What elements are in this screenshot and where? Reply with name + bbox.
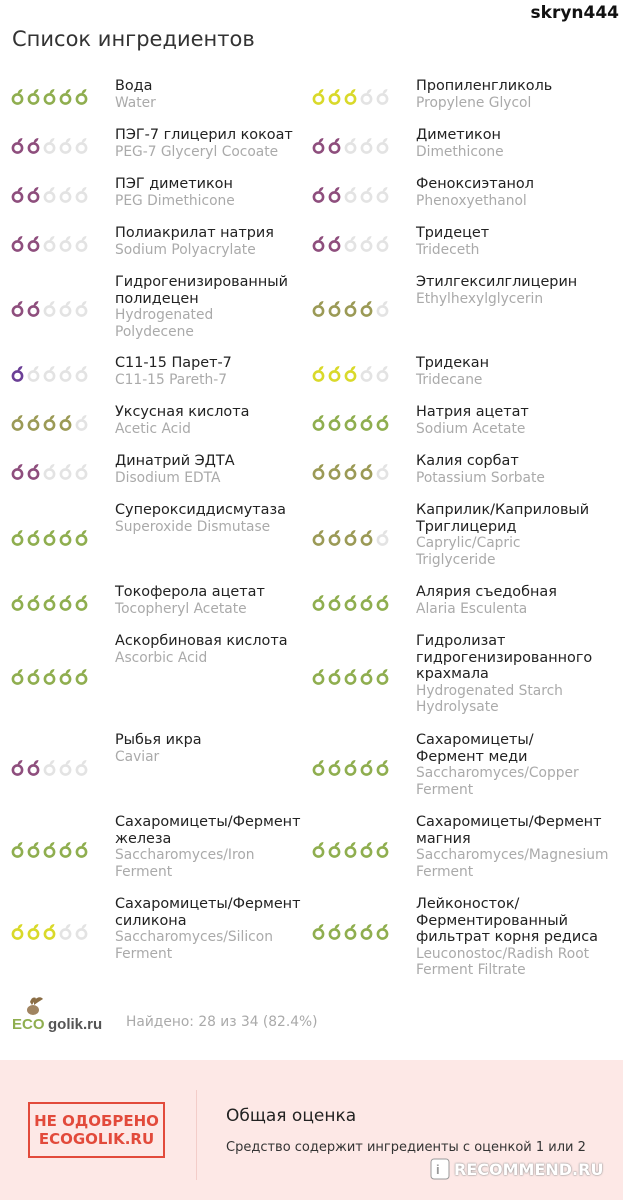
ingredient-name-en: Tocopheryl Acetate [115, 600, 247, 617]
rating-drop-icon [375, 300, 390, 317]
rating-drop-icon [26, 463, 41, 480]
ingredient-name-ru: Натрия ацетат [416, 404, 529, 420]
ingredient-row [0, 496, 623, 578]
ingredient-row [0, 726, 623, 808]
ingredient-name-en: Acetic Acid [115, 420, 191, 437]
ingredient-rating [301, 447, 416, 496]
ingredient-rating [0, 72, 115, 121]
ingredient-name-ru: Токоферола ацетат [115, 584, 265, 600]
ingredient-name-en: Disodium EDTA [115, 469, 221, 486]
found-count: Найдено: 28 из 34 (82.4%) [126, 1014, 318, 1030]
rating-drop-icon [375, 186, 390, 203]
rating-drop-icon [58, 759, 73, 776]
ingredient-rating [0, 349, 115, 398]
rating-drop-icon [10, 463, 25, 480]
rating-drop-icon [327, 300, 342, 317]
rating-drop-icon [42, 463, 57, 480]
rating-drop-icon [10, 529, 25, 546]
rating-drop-icon [311, 463, 326, 480]
rating-drop-icon [343, 841, 358, 858]
ingredient-item[interactable] [301, 398, 623, 447]
ingredient-name-en: Hydrogenated Polydecene [115, 307, 214, 340]
ingredient-name-ru: Аскорбиновая кислота [115, 633, 288, 649]
rating-drop-icon [74, 923, 89, 940]
ingredient-row [0, 447, 623, 496]
rating-drop-icon [311, 137, 326, 154]
ingredient-item[interactable] [301, 627, 623, 726]
rating-drop-icon [311, 668, 326, 685]
ingredient-name-ru: Сахаромицеты/Фермент меди [416, 732, 534, 765]
ingredient-row [0, 578, 623, 627]
rating-drop-icon [10, 594, 25, 611]
rating-drop-icon [359, 414, 374, 431]
ingredient-name-ru: ПЭГ диметикон [115, 176, 233, 192]
svg-text:i: i [436, 1162, 440, 1177]
ingredient-row [0, 219, 623, 268]
ingredient-item[interactable] [0, 121, 301, 170]
rating-drop-icon [10, 300, 25, 317]
rating-drop-icon [58, 88, 73, 105]
rating-drop-icon [74, 235, 89, 252]
ingredient-item[interactable] [0, 219, 301, 268]
ingredient-item[interactable] [0, 808, 301, 890]
rating-drop-icon [375, 668, 390, 685]
ingredient-name-ru: Сахаромицеты/Фермент силикона [115, 896, 301, 929]
rating-drop-icon [343, 186, 358, 203]
ingredient-name-ru: Полиакрилат натрия [115, 225, 274, 241]
rating-drop-icon [10, 759, 25, 776]
ingredient-item[interactable] [0, 398, 301, 447]
ingredient-item[interactable] [301, 726, 623, 808]
ingredient-rating [301, 219, 416, 268]
rating-drop-icon [42, 137, 57, 154]
ingredient-row [0, 268, 623, 349]
rating-drop-icon [58, 841, 73, 858]
rating-drop-icon [327, 529, 342, 546]
ingredient-name-ru: Пропиленгликоль [416, 78, 553, 94]
rating-drop-icon [42, 668, 57, 685]
rating-drop-icon [26, 529, 41, 546]
ingredient-item[interactable] [301, 72, 623, 121]
rating-drop-icon [343, 463, 358, 480]
rating-drop-icon [311, 529, 326, 546]
rating-drop-icon [26, 923, 41, 940]
rating-drop-icon [58, 235, 73, 252]
ingredient-row [0, 808, 623, 890]
rating-drop-icon [58, 365, 73, 382]
rating-drop-icon [26, 186, 41, 203]
rating-drop-icon [327, 365, 342, 382]
ingredient-rating [0, 627, 115, 726]
ingredient-name-en: PEG-7 Glyceryl Cocoate [115, 143, 279, 160]
rating-drop-icon [343, 923, 358, 940]
rating-drop-icon [58, 186, 73, 203]
ingredient-item[interactable] [301, 170, 623, 219]
ecogolik-logo [10, 996, 120, 1036]
ingredient-name-en: Saccharomyces/Silicon Ferment [115, 929, 273, 962]
ingredient-name-ru: Гидрогенизированный полидецен [115, 274, 288, 307]
ingredient-rating [301, 170, 416, 219]
ingredient-item[interactable] [301, 219, 623, 268]
rating-drop-icon [375, 529, 390, 546]
ingredient-name-en: Dimethicone [416, 143, 504, 160]
rating-drop-icon [26, 841, 41, 858]
summary-title: Общая оценка [226, 1106, 357, 1126]
rating-drop-icon [359, 137, 374, 154]
ingredient-name-en: PEG Dimethicone [115, 192, 235, 209]
rating-drop-icon [327, 235, 342, 252]
rating-drop-icon [74, 463, 89, 480]
page-title: Список ингредиентов [12, 27, 255, 51]
ingredient-name-ru: Алярия съедобная [416, 584, 557, 600]
summary-text: Средство содержит ингредиенты с оценкой 1 или 2 [226, 1140, 586, 1155]
ingredient-rating [0, 121, 115, 170]
rating-drop-icon [359, 529, 374, 546]
rating-drop-icon [375, 759, 390, 776]
rating-drop-icon [359, 88, 374, 105]
ingredient-item[interactable] [0, 349, 301, 398]
rating-drop-icon [74, 529, 89, 546]
rating-drop-icon [42, 529, 57, 546]
rating-drop-icon [42, 841, 57, 858]
ingredient-item[interactable] [301, 808, 623, 890]
ingredient-name-ru: Сахаромицеты/Фермент магния [416, 814, 602, 847]
rating-drop-icon [26, 759, 41, 776]
rating-drop-icon [343, 300, 358, 317]
ingredient-rating [301, 72, 416, 121]
ingredient-name-en: Saccharomyces/Iron Ferment [115, 847, 255, 880]
ingredient-item[interactable] [0, 578, 301, 627]
ingredient-name-ru: Сахаромицеты/Фермент железа [115, 814, 301, 847]
rating-drop-icon [343, 365, 358, 382]
rating-drop-icon [58, 300, 73, 317]
ingredient-name-en: Leuconostoc/Radish Root Ferment Filtrate [416, 945, 590, 978]
rating-drop-icon [42, 186, 57, 203]
ingredient-rating [301, 398, 416, 447]
ingredient-rating [0, 447, 115, 496]
rating-drop-icon [26, 235, 41, 252]
rating-drop-icon [343, 759, 358, 776]
ingredient-rating [301, 890, 416, 972]
ingredient-item[interactable] [0, 268, 301, 349]
ingredient-row [0, 627, 623, 726]
ingredient-row [0, 170, 623, 219]
rating-drop-icon [42, 88, 57, 105]
ingredient-name-en: Hydrogenated Starch Hydrolysate [416, 682, 563, 715]
ingredient-row [0, 398, 623, 447]
ingredient-name-ru: Этилгексилглицерин [416, 274, 578, 290]
rating-drop-icon [74, 668, 89, 685]
ingredient-rating [0, 578, 115, 627]
rating-drop-icon [311, 841, 326, 858]
rating-drop-icon [42, 365, 57, 382]
ingredient-rating [301, 496, 416, 578]
ingredient-item[interactable] [301, 447, 623, 496]
stamp-line-2: ECOGOLIK.RU [38, 1130, 155, 1148]
ingredient-item[interactable] [0, 72, 301, 121]
rating-drop-icon [26, 594, 41, 611]
rating-drop-icon [343, 235, 358, 252]
recommend-watermark [430, 1158, 603, 1180]
rating-drop-icon [327, 841, 342, 858]
rating-drop-icon [343, 668, 358, 685]
ingredient-rating [0, 890, 115, 972]
rating-drop-icon [26, 137, 41, 154]
rating-drop-icon [74, 137, 89, 154]
ingredient-name-en: Tridecane [416, 371, 483, 388]
ingredient-name-en: Propylene Glycol [416, 94, 532, 111]
ingredient-rating [301, 627, 416, 726]
rating-drop-icon [10, 137, 25, 154]
ingredient-rating [301, 349, 416, 398]
rating-drop-icon [74, 186, 89, 203]
rating-drop-icon [375, 463, 390, 480]
rating-drop-icon [343, 137, 358, 154]
rating-drop-icon [58, 668, 73, 685]
rating-drop-icon [375, 365, 390, 382]
rating-drop-icon [311, 594, 326, 611]
rating-drop-icon [327, 759, 342, 776]
ingredient-row [0, 121, 623, 170]
ingredient-name-ru: Тридекан [416, 355, 490, 371]
ingredient-name-en: Ascorbic Acid [115, 649, 208, 666]
rating-drop-icon [42, 235, 57, 252]
ingredient-name-ru: Тридецет [416, 225, 490, 241]
ingredient-name-en: Trideceth [416, 241, 480, 258]
rating-drop-icon [375, 923, 390, 940]
rating-drop-icon [311, 923, 326, 940]
rating-drop-icon [359, 463, 374, 480]
username: skryn444 [530, 3, 619, 23]
ingredient-name-ru: Вода [115, 78, 153, 94]
rating-drop-icon [327, 594, 342, 611]
ingredient-name-ru: Рыбья икра [115, 732, 202, 748]
rating-drop-icon [42, 300, 57, 317]
rating-drop-icon [359, 923, 374, 940]
rating-drop-icon [311, 759, 326, 776]
rating-drop-icon [375, 414, 390, 431]
rating-drop-icon [10, 88, 25, 105]
ingredient-name-en: C11-15 Pareth-7 [115, 371, 228, 388]
rating-drop-icon [26, 668, 41, 685]
ingredient-name-en: Caprylic/Capric Triglyceride [416, 535, 521, 568]
ingredient-name-ru: Динатрий ЭДТА [115, 453, 235, 469]
ingredient-item[interactable] [301, 349, 623, 398]
ingredient-name-en: Saccharomyces/Copper Ferment [416, 765, 579, 798]
rating-drop-icon [375, 88, 390, 105]
rating-drop-icon [375, 235, 390, 252]
rating-drop-icon [375, 841, 390, 858]
rating-drop-icon [74, 88, 89, 105]
ingredient-name-ru: Лейконосток/ Ферментированный фильтрат корня редиса [416, 896, 598, 945]
rating-drop-icon [327, 137, 342, 154]
ingredient-name-ru: Супероксиддисмутаза [115, 502, 286, 518]
ingredient-name-en: Water [115, 94, 156, 111]
ingredient-name-ru: Уксусная кислота [115, 404, 250, 420]
ingredient-name-ru: ПЭГ-7 глицерил кокоат [115, 127, 293, 143]
rating-drop-icon [359, 594, 374, 611]
ingredient-row [0, 890, 623, 978]
ingredient-row [0, 349, 623, 398]
ingredient-name-en: Phenoxyethanol [416, 192, 527, 209]
rating-drop-icon [10, 923, 25, 940]
ingredient-item[interactable] [0, 447, 301, 496]
ingredient-name-en: Sodium Acetate [416, 420, 526, 437]
rating-drop-icon [58, 414, 73, 431]
svg-text:ECO: ECO [12, 1016, 45, 1033]
rating-drop-icon [58, 463, 73, 480]
rating-drop-icon [311, 300, 326, 317]
ingredient-rating [0, 268, 115, 349]
rating-drop-icon [311, 88, 326, 105]
ingredient-name-ru: С11-15 Парет-7 [115, 355, 232, 371]
ingredient-item[interactable] [301, 121, 623, 170]
rating-drop-icon [74, 300, 89, 317]
ingredient-name-ru: Феноксиэтанол [416, 176, 534, 192]
rating-drop-icon [327, 463, 342, 480]
ingredient-item[interactable] [0, 496, 301, 578]
rating-drop-icon [375, 137, 390, 154]
stamp-line-1: НЕ ОДОБРЕНО [34, 1112, 159, 1130]
rating-drop-icon [343, 88, 358, 105]
ingredient-rating [0, 219, 115, 268]
rating-drop-icon [359, 186, 374, 203]
ingredient-rating [0, 808, 115, 890]
rating-drop-icon [327, 668, 342, 685]
ingredient-item[interactable] [0, 170, 301, 219]
ingredient-name-ru: Каприлик/Каприловый Триглицерид [416, 502, 590, 535]
rating-drop-icon [327, 923, 342, 940]
recommend-logo-icon [430, 1158, 450, 1180]
rating-drop-icon [42, 923, 57, 940]
rating-drop-icon [10, 668, 25, 685]
ingredient-rating [301, 726, 416, 808]
ingredient-name-ru: Калия сорбат [416, 453, 519, 469]
ingredient-item[interactable] [301, 496, 623, 578]
rating-drop-icon [311, 414, 326, 431]
rating-drop-icon [74, 759, 89, 776]
rating-drop-icon [74, 841, 89, 858]
ingredient-rating [0, 398, 115, 447]
ingredient-name-ru: Диметикон [416, 127, 501, 143]
rating-drop-icon [343, 529, 358, 546]
rating-drop-icon [26, 300, 41, 317]
rating-drop-icon [343, 594, 358, 611]
rating-drop-icon [375, 594, 390, 611]
ingredient-rating [301, 268, 416, 349]
rating-drop-icon [42, 414, 57, 431]
rating-drop-icon [327, 186, 342, 203]
rating-drop-icon [359, 841, 374, 858]
rating-drop-icon [359, 235, 374, 252]
rating-drop-icon [10, 235, 25, 252]
ingredient-rating [301, 808, 416, 890]
rating-drop-icon [10, 186, 25, 203]
rating-drop-icon [26, 88, 41, 105]
rating-drop-icon [10, 365, 25, 382]
rating-drop-icon [311, 235, 326, 252]
rating-drop-icon [58, 137, 73, 154]
rating-drop-icon [359, 668, 374, 685]
ingredient-item[interactable] [0, 726, 301, 808]
rating-drop-icon [311, 365, 326, 382]
ingredient-item[interactable] [0, 890, 301, 972]
ingredient-name-en: Alaria Esculenta [416, 600, 528, 617]
ingredient-item[interactable] [301, 268, 623, 349]
ingredient-name-en: Potassium Sorbate [416, 469, 545, 486]
ingredient-name-en: Saccharomyces/Magnesium Ferment [416, 847, 609, 880]
rating-drop-icon [58, 923, 73, 940]
ingredient-list [0, 72, 623, 978]
rating-drop-icon [74, 414, 89, 431]
rating-drop-icon [42, 759, 57, 776]
rating-drop-icon [74, 594, 89, 611]
rating-drop-icon [327, 88, 342, 105]
ingredient-name-ru: Гидролизат гидрогенизированного крахмала [416, 633, 593, 682]
rating-drop-icon [26, 414, 41, 431]
ingredient-rating [301, 578, 416, 627]
ingredient-row [0, 72, 623, 121]
rating-drop-icon [327, 414, 342, 431]
rating-drop-icon [58, 529, 73, 546]
rating-drop-icon [42, 594, 57, 611]
not-approved-stamp [28, 1102, 165, 1158]
rating-drop-icon [74, 365, 89, 382]
ingredient-rating [0, 496, 115, 578]
ingredient-name-en: Caviar [115, 748, 160, 765]
ingredient-item[interactable] [0, 627, 301, 726]
ingredient-name-en: Ethylhexylglycerin [416, 290, 544, 307]
rating-drop-icon [359, 759, 374, 776]
rating-drop-icon [26, 365, 41, 382]
rating-drop-icon [58, 594, 73, 611]
watermark-text: RECOMMEND.RU [454, 1159, 604, 1179]
ingredient-rating [0, 726, 115, 808]
rating-drop-icon [343, 414, 358, 431]
ingredient-item[interactable] [301, 578, 623, 627]
divider [196, 1090, 197, 1180]
ingredient-rating [301, 121, 416, 170]
ingredient-name-en: Sodium Polyacrylate [115, 241, 256, 258]
ingredient-name-en: Superoxide Dismutase [115, 518, 271, 535]
ingredient-item[interactable] [301, 890, 623, 978]
rating-drop-icon [359, 365, 374, 382]
rating-drop-icon [311, 186, 326, 203]
rating-drop-icon [10, 841, 25, 858]
ingredient-rating [0, 170, 115, 219]
rating-drop-icon [10, 414, 25, 431]
rating-drop-icon [359, 300, 374, 317]
svg-text:golik.ru: golik.ru [48, 1016, 103, 1033]
